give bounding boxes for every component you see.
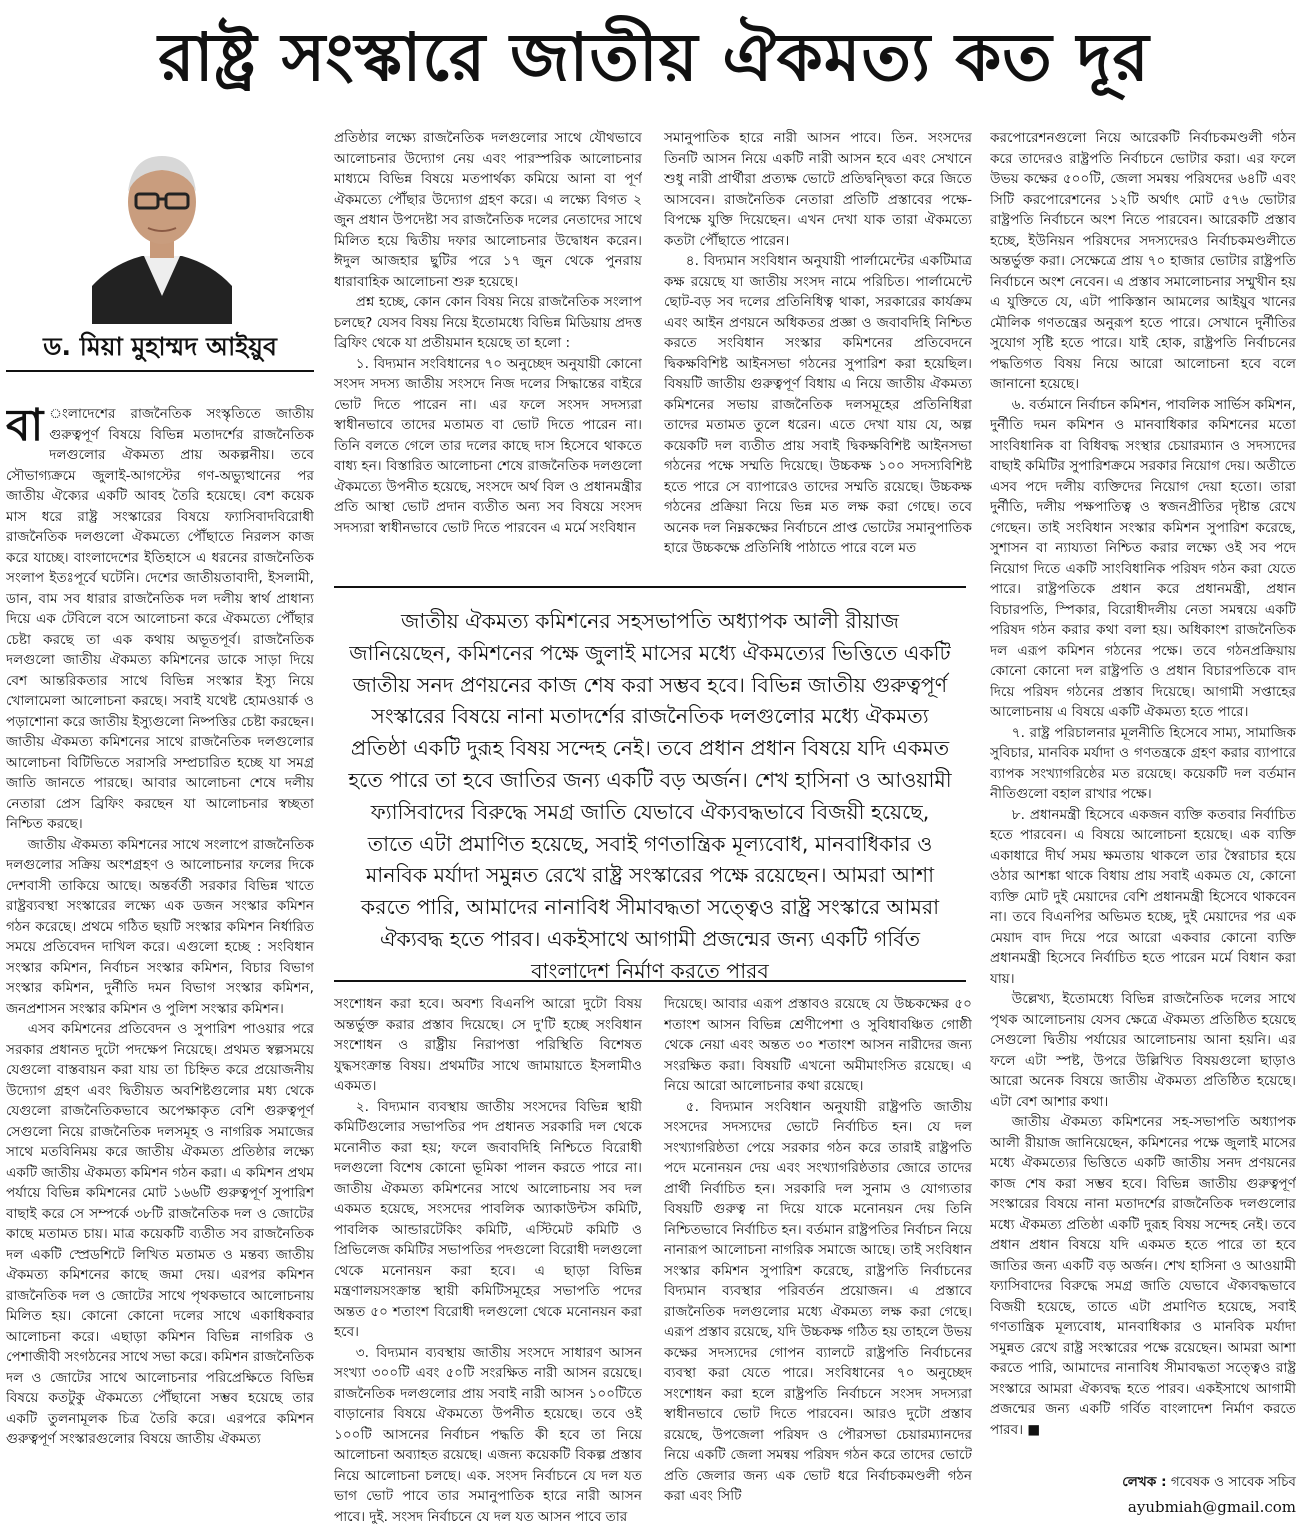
column2-top-paragraph-1: প্রতিষ্ঠার লক্ষ্যে রাজনৈতিক দলগুলোর সাথে যৌথভাবে আলোচনার উদ্যোগ নেয় এবং পারস্পরিক আলোচনার মাধ্যমে বিভিন্ন বিষয়ে মতপার্থক্য কমিয়ে আনা বা পূর্ণ ঐকমত্যে পৌঁছার উদ্যোগ গ্রহণ করে। এ লক্ষ্যে বিগত ২ জুন প্রধান উপদেষ্টা সব রাজনৈতিক দলের নেতাদের সাথে মিলিত হয়ে দ্বিতীয় দফার আলোচনার উদ্বোধন করেন। ঈদুল আজহার ছুটির পরে ১৭ জুন থেকে পুনরায় ধারাবাহিক আলোচনা শুরু হয়েছে। xyxy=(334,130,642,290)
column4-paragraph-1: করপোরেশনগুলো নিয়ে আরেকটি নির্বাচকমণ্ডলী গঠন করে তাদেরও রাষ্ট্রপতি নির্বাচনে ভোটার করা। এর ফলে উভয় কক্ষের ৫০০টি, জেলা সমন্বয় পরিষদের ৬৪টি এবং সিটি করপোরেশনের ১২টি অর্থাৎ মোট ৫৭৬ ভোটার রাষ্ট্রপতি নির্বাচনে অংশ নিতে পারবেন। আরেকটি প্রস্তাব হচ্ছে, ইউনিয়ন পরিষদের সদস্যদেরও নির্বাচকমণ্ডলীতে অন্তর্ভুক্ত করা। সেক্ষেত্রে প্রায় ৭০ হাজার ভোটার রাষ্ট্রপতি নির্বাচনে অংশ নেবেন। এ প্রস্তাব সমালোচনার সম্মুখীন হয় এ যুক্তিতে যে, এটা পাকিস্তান আমলের আইয়ুব খানের মৌলিক গণতন্ত্রের অনুরূপ হতে পারে। সেখানে দুর্নীতির সুযোগ সৃষ্টি হতে পারে। যাই হোক, রাষ্ট্রপতি নির্বাচনের পদ্ধতিগত বিষয় নিয়ে আরো আলোচনা হবে বলে জানানো হয়েছে। xyxy=(990,130,1296,392)
column4-paragraph-6: জাতীয় ঐকমত্য কমিশনের সহ-সভাপতি অধ্যাপক আলী রীয়াজ জানিয়েছেন, কমিশনের পক্ষে জুলাই মাসের মধ্যে ঐকমত্যের ভিত্তিতে একটি জাতীয় সনদ প্রণয়নের কাজ শেষ করা সম্ভব হবে। বিভিন্ন জাতীয় গুরুত্বপূর্ণ সংস্কারের বিষয়ে নানা মতাদর্শের রাজনৈতিক দলগুলোর মধ্যে ঐকমত্য প্রতিষ্ঠা একটি দুরূহ বিষয় সন্দেহ নেই। তবে প্রধান প্রধান বিষয়ে যদি একমত হতে পারে তা হবে জাতির জন্য একটি বড় অর্জন। শেখ হাসিনা ও আওয়ামী ফ্যাসিবাদের বিরুদ্ধে সমগ্র জাতি যেভাবে ঐক্যবদ্ধভাবে বিজয়ী হয়েছে, তাতে এটা প্রমাণিত হয়েছে, সবাই গণতান্ত্রিক মূল্যবোধ, মানবাধিকার ও মানবিক মর্যাদা সমুন্নত রেখে রাষ্ট্র সংস্কারের পক্ষে রয়েছেন। আমরা আশা করতে পারি, আমাদের নানাবিধ সীমাবদ্ধতা সত্ত্বেও রাষ্ট্র সংস্কারে আমরা ঐক্যবদ্ধ হতে পারব। একইসাথে আগামী প্রজন্মের জন্য একটি গর্বিত বাংলাদেশ নির্মাণ করতে পারব। ■ xyxy=(990,1114,1296,1438)
author-photo xyxy=(92,136,232,324)
pull-quote-text: জাতীয় ঐকমত্য কমিশনের সহসভাপতি অধ্যাপক আলী রীয়াজ জানিয়েছেন, কমিশনের পক্ষে জুলাই মাসের মধ্যে ঐকমত্যের ভিত্তিতে একটি জাতীয় সনদ প্রণয়নের কাজ শেষ করা সম্ভব হবে। বিভিন্ন জাতীয় গুরুত্বপূর্ণ সংস্কারের বিষয়ে নানা মতাদর্শের রাজনৈতিক দলগুলোর মধ্যে ঐকমত্য প্রতিষ্ঠা একটি দুরূহ বিষয় সন্দেহ নেই। তবে প্রধান প্রধান বিষয়ে যদি একমত হতে পারে তা হবে জাতির জন্য একটি বড় অর্জন। শেখ হাসিনা ও আওয়ামী ফ্যাসিবাদের বিরুদ্ধে সমগ্র জাতি যেভাবে ঐক্যবদ্ধভাবে বিজয়ী হয়েছে, তাতে এটা প্রমাণিত হয়েছে, সবাই গণতান্ত্রিক মূল্যবোধ, মানবাধিকার ও মানবিক মর্যাদা সমুন্নত রেখে রাষ্ট্র সংস্কারের পক্ষে রয়েছেন। আমরা আশা করতে পারি, আমাদের নানাবিধ সীমাবদ্ধতা সত্ত্বেও রাষ্ট্র সংস্কারে আমরা ঐক্যবদ্ধ হতে পারব। একইসাথে আগামী প্রজন্মের জন্য একটি গর্বিত বাংলাদেশ নির্মাণ করতে পারব xyxy=(348,609,952,983)
byline-label: লেখক : xyxy=(1122,1474,1167,1490)
column3-top-paragraph-2: ৪. বিদ্যমান সংবিধান অনুযায়ী পার্লামেন্টের একটিমাত্র কক্ষ রয়েছে যা জাতীয় সংসদ নামে পরিচিত। পার্লামেন্টে ছোট-বড় সব দলের প্রতিনিধিত্ব থাকা, সরকারের কার্যক্রম এবং আইন প্রণয়নে অধিকতর প্রজ্ঞা ও জবাবদিহি নিশ্চিত করতে সংবিধান সংস্কার কমিশনের প্রতিবেদনে দ্বিকক্ষবিশিষ্ট আইনসভা গঠনের সুপারিশ করা হয়েছিল। বিষয়টি জাতীয় গুরুত্বপূর্ণ বিধায় এ নিয়ে জাতীয় ঐকমত্য কমিশনের সভায় রাজনৈতিক দলসমূহের প্রতিনিধিরা তাদের মতামত তুলে ধরেন। এতে দেখা যায় যে, অল্প কয়েকটি দল ব্যতীত প্রায় সবাই দ্বিকক্ষবিশিষ্ট আইনসভা গঠনের পক্ষে সম্মতি দিয়েছে। উচ্চকক্ষ ১০০ সদস্যবিশিষ্ট হতে পারে সে ব্যাপারেও তাদের সম্মতি রয়েছে। উচ্চকক্ষ গঠনের প্রক্রিয়া নিয়ে ভিন্ন মত লক্ষ করা গেছে। তবে অনেক দল নিম্নকক্ষের নির্বাচনে প্রাপ্ত ভোটের সমানুপাতিক হারে উচ্চকক্ষে প্রতিনিধি পাঠাতে পারে বলে মত xyxy=(664,253,972,556)
column2-top-paragraph-2: প্রশ্ন হচ্ছে, কোন কোন বিষয় নিয়ে রাজনৈতিক সংলাপ চলছে? যেসব বিষয় নিয়ে ইতোমধ্যে বিভিন্ন মিডিয়ায় প্রদত্ত ব্রিফিং থেকে যা প্রতীয়মান হয়েছে তা হলো : xyxy=(334,294,642,351)
column-3-bottom xyxy=(664,994,972,1524)
column-1 xyxy=(6,404,314,1522)
column1-paragraph-2: জাতীয় ঐকমত্য কমিশনের সাথে সংলাপে রাজনৈতিক দলগুলোর সক্রিয় অংশগ্রহণ ও আলোচনার ফলের দিকে দেশবাসী তাকিয়ে আছে। অন্তর্বর্তী সরকার বিভিন্ন খাতে রাষ্ট্রব্যবস্থা সংস্কারের লক্ষ্যে এক ডজন সংস্কার কমিশন গঠন করেছে। প্রথমে গঠিত ছয়টি সংস্কার কমিশন নির্ধারিত সময়ে প্রতিবেদন দাখিল করে। এগুলো হচ্ছে : সংবিধান সংস্কার কমিশন, নির্বাচন সংস্কার কমিশন, বিচার বিভাগ সংস্কার কমিশন, দুর্নীতি দমন বিভাগ সংস্কার কমিশন, জনপ্রশাসন সংস্কার কমিশন ও পুলিশ সংস্কার কমিশন। xyxy=(6,836,314,1017)
byline xyxy=(990,1472,1296,1492)
column3-top-paragraph-1: সমানুপাতিক হারে নারী আসন পাবে। তিন. সংসদের তিনটি আসন নিয়ে একটি নারী আসন হবে এবং সেখানে শুধু নারী প্রার্থীরা প্রত্যক্ষ ভোটে প্রতিদ্বন্দ্বিতা করে জিতে আসবেন। রাজনৈতিক নেতারা প্রতিটি প্রস্তাবের পক্ষে-বিপক্ষে যুক্তি দিয়েছেন। এখন দেখা যাক তারা ঐকমত্যে কতটা পৌঁছাতে পারেন। xyxy=(664,130,972,249)
column2-top-paragraph-3: ১. বিদ্যমান সংবিধানের ৭০ অনুচ্ছেদ অনুযায়ী কোনো সংসদ সদস্য জাতীয় সংসদে নিজ দলের সিদ্ধান্তের বাইরে ভোট দিতে পারেন না। এর ফলে সংসদ সদস্যরা স্বাধীনভাবে তাদের মতামত বা ভোট দিতে পারেন না। তিনি বলতে গেলে তার দলের কাছে দাস হিসেবে থাকতে বাধ্য হন। বিস্তারিত আলোচনা শেষে রাজনৈতিক দলগুলো ঐকমত্যে উপনীত হয়েছে, সংসদে অর্থ বিল ও প্রধানমন্ত্রীর প্রতি আস্থা ভোট প্রদান ব্যতীত অন্য সব বিষয়ে সংসদ সদস্যরা স্বাধীনভাবে ভোট দিতে পারবেন এ মর্মে সংবিধান xyxy=(334,355,642,536)
author-portrait-image xyxy=(92,136,232,324)
dropcap: বা xyxy=(6,404,44,451)
column3-bottom-paragraph-1: দিয়েছে। আবার এরূপ প্রস্তাবও রয়েছে যে উচ্চকক্ষের ৫০ শতাংশ আসন বিভিন্ন শ্রেণীপেশা ও সুবিধাবঞ্চিত গোষ্ঠী থেকে নেয়া এবং অন্তত ৩০ শতাংশ আসন নারীদের জন্য সংরক্ষিত করা। বিষয়টি এখনো অমীমাংসিত রয়েছে। এ নিয়ে আরো আলোচনার কথা রয়েছে। xyxy=(664,996,972,1094)
column1-paragraph-1 xyxy=(6,404,314,835)
column4-paragraph-2: ৬. বর্তমানে নির্বাচন কমিশন, পাবলিক সার্ভিস কমিশন, দুর্নীতি দমন কমিশন ও মানবাধিকার কমিশনের মতো সাংবিধানিক বা বিধিবদ্ধ সংস্থার চেয়ারম্যান ও সদস্যদের বাছাই কমিটির সুপারিশক্রমে সরকার নিয়োগ দেয়। অতীতে এসব পদে দলীয় ব্যক্তিদের নিয়োগ দেয়া হতো। তারা দুর্নীতি, দলীয় পক্ষপাতিত্ব ও স্বজনপ্রীতির দৃষ্টান্ত রেখে গেছেন। তাই সংবিধান সংস্কার কমিশন সুপারিশ করেছে, সুশাসন বা ন্যায্যতা নিশ্চিত করার লক্ষ্যে ওই সব পদে নিয়োগ দিতে একটি সাংবিধানিক পরিষদ গঠন করা যেতে পারে। রাষ্ট্রপতিকে প্রধান করে প্রধানমন্ত্রী, প্রধান বিচারপতি, স্পিকার, বিরোধীদলীয় নেতা সমন্বয়ে একটি পরিষদ গঠন করার কথা বলা হয়। অধিকাংশ রাজনৈতিক দল এরূপ কমিশন গঠনের পক্ষে। তবে গঠনপ্রক্রিয়ায় কোনো কোনো দল রাষ্ট্রপতি ও প্রধান বিচারপতিকে বাদ দিয়ে পরিষদ গঠনের প্রস্তাব দিয়েছে। আগামী সপ্তাহের আলোচনায় এ বিষয়ে একটি ঐকমত্য হতে পারে। xyxy=(990,396,1296,720)
column3-bottom-paragraph-2: ৫. বিদ্যমান সংবিধান অনুযায়ী রাষ্ট্রপতি জাতীয় সংসদের সদস্যদের ভোটে নির্বাচিত হন। যে দল সংখ্যাগরিষ্ঠতা পেয়ে সরকার গঠন করে তারাই রাষ্ট্রপতি পদে মনোনয়ন দেয় এবং সংখ্যাগরিষ্ঠতার জোরে তাদের প্রার্থী নির্বাচিত হন। সরকারি দল সুনাম ও যোগ্যতার বিষয়টি গুরুত্ব না দিয়ে যাকে মনোনয়ন দেয় তিনি নিশ্চিতভাবে নির্বাচিত হন। বর্তমান রাষ্ট্রপতির নির্বাচন নিয়ে নানারূপ আলোচনা নাগরিক সমাজে আছে। তাই সংবিধান সংস্কার কমিশন সুপারিশ করেছে, রাষ্ট্রপতি নির্বাচনের বিদ্যমান ব্যবস্থার পরিবর্তন প্রয়োজন। এ প্রস্তাবে রাজনৈতিক দলগুলোর মধ্যে ঐকমত্য লক্ষ করা গেছে। এরূপ প্রস্তাব রয়েছে, যদি উচ্চকক্ষ গঠিত হয় তাহলে উভয় কক্ষের সদস্যদের গোপন ব্যালটে রাষ্ট্রপতি নির্বাচনের ব্যবস্থা করা যেতে পারে। সংবিধানের ৭০ অনুচ্ছেদ সংশোধন করা হলে রাষ্ট্রপতি নির্বাচনে সংসদ সদস্যরা স্বাধীনভাবে ভোট দিতে পারবেন। আরও দুটো প্রস্তাব রয়েছে, উপজেলা পরিষদ ও পৌরসভা চেয়ারম্যানদের নিয়ে একটি জেলা সমন্বয় পরিষদ গঠন করে তাদের ভোটে প্রতি জেলার জন্য এক ভোট ধরে নির্বাচকমণ্ডলী গঠন করা এবং সিটি xyxy=(664,1098,972,1504)
author-divider xyxy=(6,370,314,372)
column-2-top xyxy=(334,128,642,574)
column-2-bottom xyxy=(334,994,642,1524)
column1-paragraph-3: এসব কমিশনের প্রতিবেদন ও সুপারিশ পাওয়ার পরে সরকার প্রধানত দুটো পদক্ষেপ নিয়েছে। প্রথমত স্বল্পসময়ে যেগুলো বাস্তবায়ন করা যায় তা চিহ্নিত করে প্রয়োজনীয় উদ্যোগ গ্রহণ এবং দ্বিতীয়ত অবশিষ্টগুলোর মধ্য থেকে যেগুলো রাজনৈতিকভাবে অপেক্ষাকৃত বেশি গুরুত্বপূর্ণ সেগুলো নিয়ে রাজনৈতিক দলসমূহ ও নাগরিক সমাজের সাথে মতবিনিময় করে জাতীয় ঐকমত্য প্রতিষ্ঠার লক্ষ্যে একটি জাতীয় ঐকমত্য কমিশন গঠন করা। এ কমিশন প্রথম পর্যায়ে বিভিন্ন কমিশনের মোট ১৬৬টি গুরুত্বপূর্ণ সুপারিশ বাছাই করে সে সম্পর্কে ৩৮টি রাজনৈতিক দল ও জোটের কাছে মতামত চায়। মাত্র কয়েকটি ব্যতীত সব রাজনৈতিক দল একটি স্প্রেডশিটে লিখিত মতামত ও মন্তব্য জাতীয় ঐকমত্য কমিশনের কাছে জমা দেয়। এরপর কমিশন রাজনৈতিক দল ও জোটের সাথে পৃথকভাবে আলোচনায় মিলিত হয়। কোনো কোনো দলের সাথে একাধিকবার আলোচনা করে। এছাড়া কমিশন বিভিন্ন নাগরিক ও পেশাজীবী সংগঠনের সাথে সভা করে। কমিশন রাজনৈতিক দল ও জোটের সাথে আলোচনার পরিপ্রেক্ষিতে বিভিন্ন বিষয়ে কতটুকু ঐকমত্যে পৌঁছানো সম্ভব হয়েছে তার একটি তুলনামূলক চিত্র তৈরি করে। এরপরে কমিশন গুরুত্বপূর্ণ সংস্কারগুলোর বিষয়ে জাতীয় ঐকমত্য xyxy=(6,1021,314,1447)
column1-p1-text: ংলাদেশের রাজনৈতিক সংস্কৃতিতে জাতীয় গুরুত্বপূর্ণ বিষয়ে বিভিন্ন মতাদর্শের রাজনৈতিক দলগুলোর ঐকমত্য প্রায় অকল্পনীয়। তবে সৌভাগ্যক্রমে জুলাই-আগস্টের গণ-অভ্যুত্থানের পর জাতীয় ঐক্যের একটি আবহ তৈরি হয়েছে। বেশ কয়েক মাস ধরে রাষ্ট্র সংস্কারের বিষয়ে ফ্যাসিবাদবিরোধী রাজনৈতিক দলগুলো ঐকমত্যে পৌঁছাতে নিরলস কাজ করে যাচ্ছে। বাংলাদেশের ইতিহাসে এ ধরনের রাজনৈতিক সংলাপ ইতঃপূর্বে ঘটেনি। দেশের জাতীয়তাবাদী, ইসলামী, ডান, বাম সব ধারার রাজনৈতিক দল দলীয় স্বার্থ প্রাধান্য দিয়ে এক টেবিলে বসে আলোচনা করে ঐকমত্যে পৌঁছার চেষ্টা করছে তা এক কথায় অভূতপূর্ব। রাজনৈতিক দলগুলো জাতীয় ঐকমত্য কমিশনের ডাকে সাড়া দিয়ে বেশ আন্তরিকতার সাথে বিভিন্ন সংস্কার ইস্যু নিয়ে খোলামেলা আলোচনা করছে। সবাই যথেষ্ট হোমওয়ার্ক ও পড়াশোনা করে জাতীয় ইস্যুগুলো নিষ্পত্তির চেষ্টা করছেন। জাতীয় ঐকমত্য কমিশনের সাথে রাজনৈতিক দলগুলোর আলোচনা বিটিভিতে সরাসরি সম্প্রচারিত হচ্ছে যা সমগ্র জাতি জানতে পারছে। আবার আলোচনা শেষে দলীয় নেতারা প্রেস ব্রিফিং করছেন যা আলোচনার স্বচ্ছতা নিশ্চিত করছে। xyxy=(6,406,314,832)
column-3-top xyxy=(664,128,972,574)
pull-quote xyxy=(334,586,966,982)
author-name: ড. মিয়া মুহাম্মদ আইয়ুব xyxy=(43,332,277,361)
column4-paragraph-5: উল্লেখ্য, ইতোমধ্যে বিভিন্ন রাজনৈতিক দলের সাথে পৃথক আলোচনায় যেসব ক্ষেত্রে ঐকমত্য প্রতিষ্ঠিত হয়েছে সেগুলো দ্বিতীয় পর্যায়ের আলোচনায় আনা হয়নি। এর ফলে এটা স্পষ্ট, উপরে উল্লিখিত বিষয়গুলো ছাড়াও আরো অনেক বিষয়ে জাতীয় ঐকমত্য প্রতিষ্ঠিত হয়েছে। এটা বেশ আশার কথা। xyxy=(990,991,1296,1110)
column-4 xyxy=(990,128,1296,1468)
byline-text: গবেষক ও সাবেক সচিব xyxy=(1170,1474,1296,1490)
column2-bottom-paragraph-1: সংশোধন করা হবে। অবশ্য বিএনপি আরো দুটো বিষয় অন্তর্ভুক্ত করার প্রস্তাব দিয়েছে। সে দু'টি হচ্ছে সংবিধান সংশোধন ও রাষ্ট্রীয় নিরাপত্তা পরিস্থিতি বিশেষত যুদ্ধসংক্রান্ত বিষয়। প্রথমটির সাথে জামায়াতে ইসলামীও একমত। xyxy=(334,996,642,1094)
column2-bottom-paragraph-3: ৩. বিদ্যমান ব্যবস্থায় জাতীয় সংসদে সাধারণ আসন সংখ্যা ৩০০টি এবং ৫০টি সংরক্ষিত নারী আসন রয়েছে। রাজনৈতিক দলগুলোর প্রায় সবাই নারী আসন ১০০টিতে বাড়ানোর বিষয়ে ঐকমত্যে উপনীত হয়েছে। তবে ওই ১০০টি আসনের নির্বাচন পদ্ধতি কী হবে তা নিয়ে আলোচনা অব্যাহত রয়েছে। এজন্য কয়েকটি বিকল্প প্রস্তাব নিয়ে আলোচনা চলছে। এক. সংসদ নির্বাচনে যে দল যত ভাগ ভোট পাবে তার সমানুপাতিক হারে নারী আসন পাবে। দুই. সংসদ নির্বাচনে যে দল যত আসন পাবে তার xyxy=(334,1344,642,1524)
headline: রাষ্ট্র সংস্কারে জাতীয় ঐকমত্য কত দূর xyxy=(158,19,1150,96)
author-email[interactable]: ayubmiah@gmail.com xyxy=(1127,1498,1296,1516)
column4-paragraph-4: ৮. প্রধানমন্ত্রী হিসেবে একজন ব্যক্তি কতবার নির্বাচিত হতে পারবেন। এ বিষয়ে আলোচনা হয়েছে। এক ব্যক্তি একাধারে দীর্ঘ সময় ক্ষমতায় থাকলে তার স্বৈরাচার হয়ে ওঠার আশঙ্কা থাকে বিধায় প্রায় সবাই একমত যে, কোনো ব্যক্তি মোট দুই মেয়াদের বেশি প্রধানমন্ত্রী হিসেবে থাকবেন না। তবে বিএনপির অভিমত হচ্ছে, দুই মেয়াদের পর এক মেয়াদ বাদ দিয়ে পরে আরো একবার কোনো ব্যক্তি প্রধানমন্ত্রী হিসেবে নির্বাচিত হতে পারেন মর্মে বিধান করা যায়। xyxy=(990,806,1296,987)
column4-paragraph-3: ৭. রাষ্ট্র পরিচালনার মূলনীতি হিসেবে সাম্য, সামাজিক সুবিচার, মানবিক মর্যাদা ও গণতন্ত্রকে গ্রহণ করার ব্যাপারে ব্যাপক সংখ্যাগরিষ্ঠের মত রয়েছে। কয়েকটি দল বর্তমান নীতিগুলো বহাল রাখার পক্ষে। xyxy=(990,724,1296,802)
column2-bottom-paragraph-2: ২. বিদ্যমান ব্যবস্থায় জাতীয় সংসদের বিভিন্ন স্থায়ী কমিটিগুলোর সভাপতির পদ প্রধানত সরকারি দল থেকে মনোনীত করা হয়; ফলে জবাবদিহি নিশ্চিতে বিরোধী দলগুলো বিশেষ কোনো ভূমিকা পালন করতে পারে না। জাতীয় ঐকমত্য কমিশনের সাথে আলোচনায় সব দল একমত হয়েছে, সংসদের পাবলিক অ্যাকাউন্টস কমিটি, পাবলিক আন্ডারটেকিং কমিটি, এস্টিমেট কমিটি ও প্রিভিলেজ কমিটির সভাপতির পদগুলো বিরোধী দলগুলো থেকে মনোনয়ন করা হবে। এ ছাড়া বিভিন্ন মন্ত্রণালয়সংক্রান্ত স্থায়ী কমিটিসমূহের সভাপতি পদের অন্তত ৫০ শতাংশ বিরোধী দলগুলো থেকে মনোনয়ন করা হবে। xyxy=(334,1098,642,1340)
